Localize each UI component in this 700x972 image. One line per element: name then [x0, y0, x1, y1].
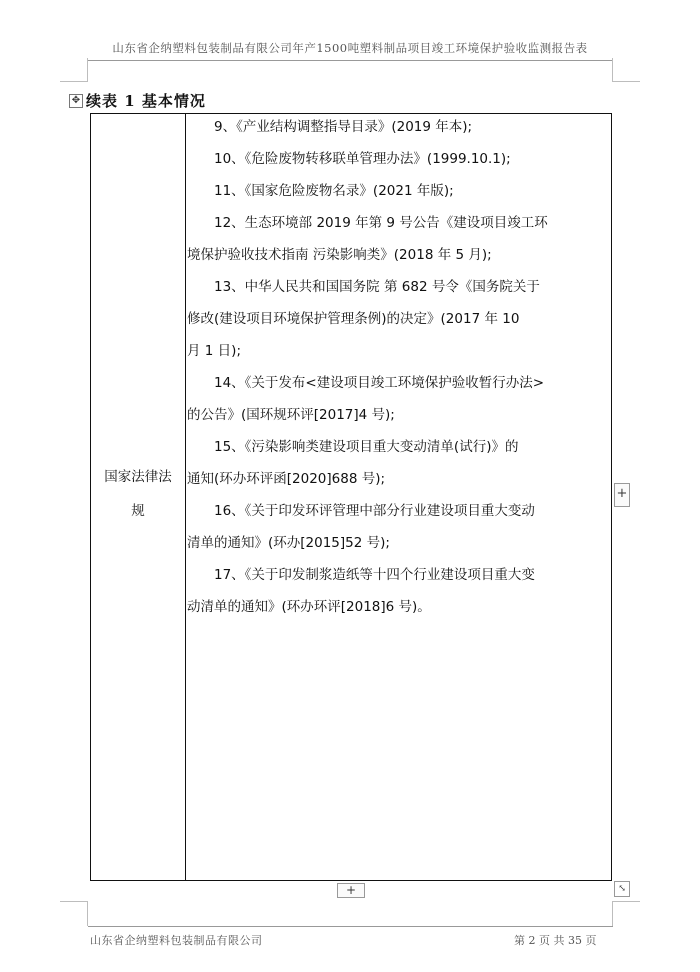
crop-mark-bottom-right-v: [612, 901, 613, 926]
regulation-line: 13、中华人民共和国国务院 第 682 号令《国务院关于: [214, 279, 540, 295]
crop-mark-bottom-right-h: [612, 901, 640, 902]
regulation-line: 15、《污染影响类建设项目重大变动清单(试行)》的: [214, 439, 519, 455]
footer-rule: [88, 926, 613, 927]
crop-mark-top-right-h: [612, 81, 640, 82]
regulation-line: 12、生态环境部 2019 年第 9 号公告《建设项目竣工环: [214, 215, 548, 231]
footer-company: 山东省企纳塑料包装制品有限公司: [90, 934, 263, 947]
row-label-line1: 国家法律法: [104, 469, 172, 485]
add-row-button[interactable]: +: [337, 883, 365, 898]
regulation-line: 9、《产业结构调整指导目录》(2019 年本);: [214, 119, 473, 135]
header-rule: [88, 60, 613, 61]
regulation-line: 16、《关于印发环评管理中部分行业建设项目重大变动: [214, 503, 535, 519]
crop-mark-bottom-left-v: [87, 901, 88, 926]
regulation-line: 境保护验收技术指南 污染影响类》(2018 年 5 月);: [187, 247, 492, 263]
regulation-line: 月 1 日);: [187, 343, 241, 359]
regulation-line: 动清单的通知》(环办环评[2018]6 号)。: [187, 599, 431, 615]
section-title: 续表 1 基本情况: [86, 92, 206, 110]
crop-mark-top-left-h: [60, 81, 88, 82]
regulation-line: 通知(环办环评函[2020]688 号);: [187, 471, 386, 487]
row-label-line2: 规: [131, 503, 145, 519]
regulation-line: 修改(建设项目环境保护管理条例)的决定》(2017 年 10: [187, 311, 520, 327]
table-resize-handle-icon[interactable]: ⤡: [614, 881, 630, 897]
basic-info-table: [90, 113, 612, 881]
regulation-line: 10、《危险废物转移联单管理办法》(1999.10.1);: [214, 151, 511, 167]
regulation-line: 清单的通知》(环办[2015]52 号);: [187, 535, 390, 551]
regulation-line: 17、《关于印发制浆造纸等十四个行业建设项目重大变: [214, 567, 535, 583]
footer-page-number: 第 2 页 共 35 页: [514, 934, 597, 947]
row-label-cell: [91, 460, 185, 528]
page-header: 山东省企纳塑料包装制品有限公司年产1500吨塑料制品项目竣工环境保护验收监测报告表: [112, 41, 588, 55]
crop-mark-top-right-v: [612, 58, 613, 81]
crop-mark-bottom-left-h: [60, 901, 88, 902]
table-move-handle-icon[interactable]: ✥: [69, 94, 83, 108]
crop-mark-top-left-v: [87, 58, 88, 81]
regulation-line: 的公告》(国环规环评[2017]4 号);: [187, 407, 395, 423]
add-column-button[interactable]: +: [614, 483, 630, 507]
regulation-line: 11、《国家危险废物名录》(2021 年版);: [214, 183, 454, 199]
regulation-line: 14、《关于发布<建设项目竣工环境保护验收暂行办法>: [214, 375, 545, 391]
regulation-list: [187, 111, 607, 623]
column-divider: [185, 114, 186, 880]
